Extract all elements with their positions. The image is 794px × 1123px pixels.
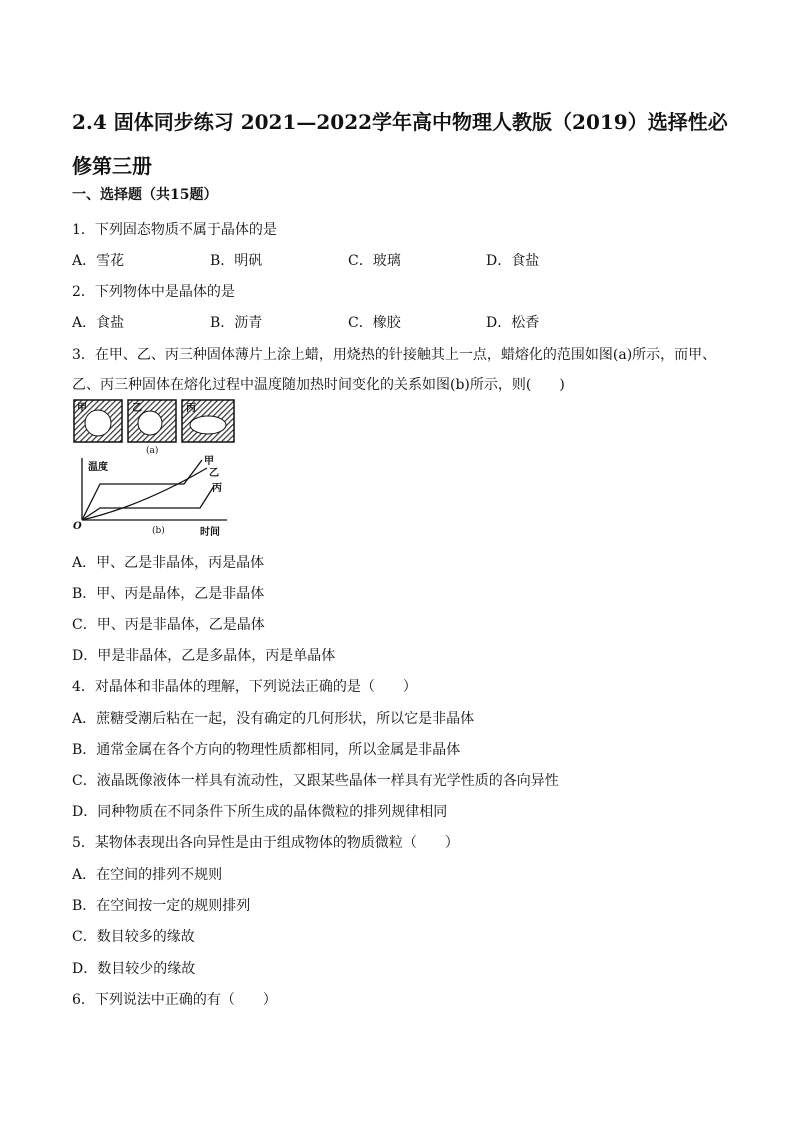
melt-area-yi	[138, 411, 162, 435]
question-4-option: B．通常金属在各个方向的物理性质都相同，所以金属是非晶体	[72, 742, 461, 758]
curve-yi	[82, 468, 207, 520]
question-5-option: D．数目较少的缘故	[72, 961, 196, 977]
melt-area-jia	[85, 410, 111, 436]
question-4-option: C．液晶既像液体一样具有流动性，又跟某些晶体一样具有光学性质的各向异性	[72, 773, 559, 789]
plate-label: 丙	[186, 403, 196, 414]
melt-area-bing	[190, 416, 226, 434]
option: A．雪花	[72, 253, 125, 269]
question-5-option: C．数目较多的缘故	[72, 929, 195, 945]
option: A．食盐	[72, 315, 125, 331]
figure-a-caption: (a)	[146, 446, 159, 456]
origin-label: O	[73, 521, 82, 532]
document-title: 2.4 固体同步练习 2021—2022学年高中物理人教版（2019）选择性必修第三册	[72, 110, 728, 178]
plate-label: 甲	[77, 403, 87, 414]
question-6-stem: 6．下列说法中正确的有（ ）	[72, 992, 277, 1008]
question-5-stem: 5．某物体表现出各向异性是由于组成物体的物质微粒（ ）	[72, 835, 459, 851]
y-axis-label: 温度	[88, 462, 108, 473]
question-5-option: B．在空间按一定的规则排列	[72, 898, 251, 914]
option: C．橡胶	[348, 315, 401, 331]
question-4-stem: 4．对晶体和非晶体的理解，下列说法正确的是（ ）	[72, 679, 417, 695]
question-3-option: B．甲、丙是晶体，乙是非晶体	[72, 586, 265, 602]
option: B．沥青	[210, 315, 263, 331]
option: D．松香	[486, 315, 540, 331]
question-2-stem: 2．下列物体中是晶体的是	[72, 284, 235, 300]
option: C．玻璃	[348, 253, 401, 269]
option: D．食盐	[486, 253, 540, 269]
figure-b-caption: (b)	[152, 526, 165, 536]
question-3-stem-line-1: 3．在甲、乙、丙三种固体薄片上涂上蜡，用烧热的针接触其上一点，蜡熔化的范围如图(a)所示，而甲、	[72, 347, 717, 363]
plate-label: 乙	[132, 403, 142, 414]
question-4-option: A．蔗糖受潮后粘在一起，没有确定的几何形状，所以它是非晶体	[72, 711, 475, 727]
figure-b	[73, 455, 227, 538]
question-3-option: C．甲、丙是非晶体，乙是晶体	[72, 617, 265, 633]
curve-label: 甲	[204, 456, 214, 467]
curve-label: 丙	[212, 483, 222, 494]
section-heading: 一、选择题（共15题）	[72, 187, 218, 203]
x-axis-label: 时间	[200, 527, 220, 538]
question-3-option: A．甲、乙是非晶体，丙是晶体	[72, 555, 265, 571]
question-1-stem: 1．下列固态物质不属于晶体的是	[72, 222, 277, 238]
question-4-option: D．同种物质在不同条件下所生成的晶体微粒的排列规律相同	[72, 804, 448, 820]
question-3-option: D．甲是非晶体，乙是多晶体，丙是单晶体	[72, 648, 336, 664]
question-3-stem-line-2: 乙、丙三种固体在熔化过程中温度随加热时间变化的关系如图(b)所示，则( )	[72, 377, 565, 393]
question-5-option: A．在空间的排列不规则	[72, 867, 223, 883]
question-3-figure	[72, 398, 242, 538]
option: B．明矾	[210, 253, 263, 269]
question-2-options	[72, 312, 624, 332]
question-1-options	[72, 250, 624, 270]
figure-a	[74, 400, 234, 456]
curve-label: 乙	[209, 468, 219, 479]
